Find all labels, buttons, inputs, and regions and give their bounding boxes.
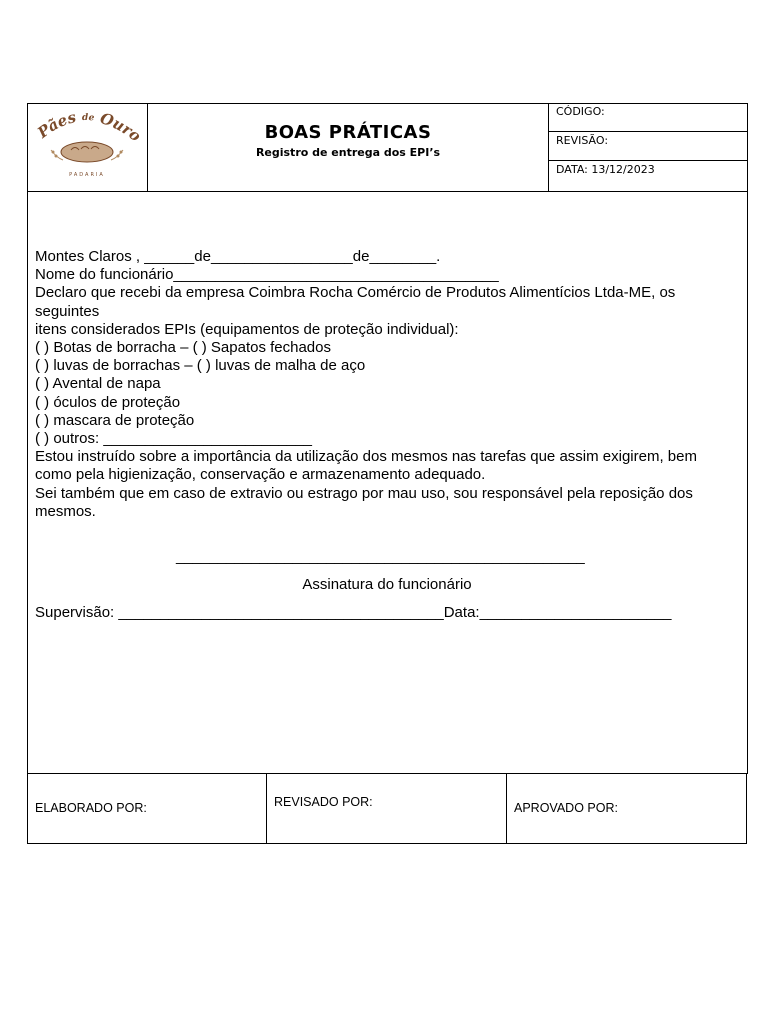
revisado-por-label: REVISADO POR:	[274, 795, 373, 809]
epi-option-line: ( ) Botas de borracha – ( ) Sapatos fechados	[35, 339, 331, 357]
epi-option-line: ( ) luvas de borrachas – ( ) luvas de malha de aço	[35, 357, 366, 375]
aprovado-por-label: APROVADO POR:	[514, 801, 618, 815]
declaration-text	[35, 248, 735, 521]
header-divider-meta	[548, 103, 549, 192]
instruction-line: como pela higienização, conservação e armazenamento adequado.	[35, 466, 486, 484]
responsibility-line: Sei também que em caso de extravio ou estrago por mau uso, sou responsável pela reposição dos	[35, 484, 693, 502]
meta-row-divider-1	[548, 131, 748, 132]
logo-brand-word3: Ouro	[97, 108, 145, 146]
logo-brand-word1: Pães	[34, 108, 78, 142]
logo-brand-word2: de	[81, 112, 95, 124]
document-subtitle: Registro de entrega dos EPI’s	[255, 146, 441, 159]
employee-name-line: Nome do funcionário_______________________________________	[35, 266, 499, 284]
footer-divider-1	[266, 773, 267, 844]
data-field: DATA: 13/12/2023	[556, 163, 655, 176]
revisao-field: REVISÃO:	[556, 134, 609, 147]
instruction-line: Estou instruído sobre a importância da utilização dos mesmos nas tarefas que assim exigirem, bem	[35, 448, 697, 466]
epi-option-line: ( ) mascara de proteção	[35, 411, 195, 429]
declaration-line: Declaro que recebi da empresa Coimbra Rocha Comércio de Produtos Alimentícios Ltda-ME, os	[35, 284, 676, 302]
declaration-line: itens considerados EPIs (equipamentos de proteção individual):	[35, 320, 459, 338]
document-title: BOAS PRÁTICAS	[264, 122, 432, 143]
logo	[27, 104, 147, 188]
svg-text:Pães de Ouro	[33, 107, 144, 146]
responsibility-line: mesmos.	[35, 502, 96, 520]
epi-option-line: ( ) Avental de napa	[35, 375, 161, 393]
logo-tagline: PADARIA	[69, 172, 105, 178]
elaborado-por-label: ELABORADO POR:	[35, 801, 147, 815]
footer-divider-2	[506, 773, 507, 844]
epi-option-line: ( ) óculos de proteção	[35, 393, 181, 411]
meta-row-divider-2	[548, 160, 748, 161]
declaration-line: seguintes	[35, 302, 100, 320]
supervision-line: Supervisão: _______________________________________Data:_______________________	[35, 604, 672, 621]
codigo-field: CÓDIGO:	[556, 105, 605, 118]
date-line: Montes Claros , ______de_________________de________.	[35, 248, 441, 265]
employee-signature-line: _________________________________________________	[176, 548, 585, 565]
epi-option-line: ( ) outros: _________________________	[35, 430, 312, 448]
employee-signature-label: Assinatura do funcionário	[302, 576, 472, 593]
